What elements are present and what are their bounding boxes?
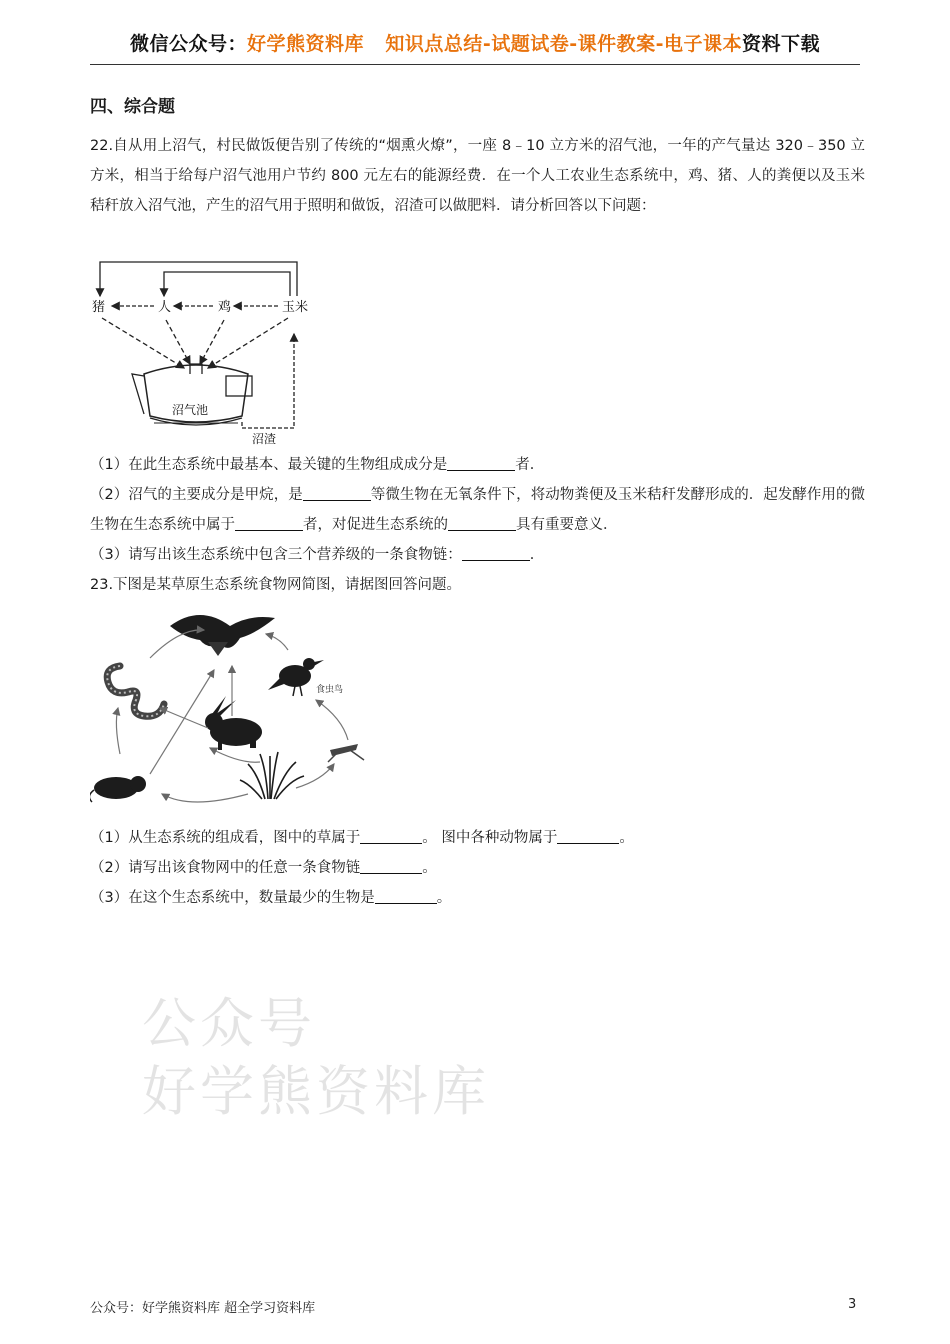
label-pig: 猪 [92,300,106,315]
q22-sub2-text-b: 等微生物在无氧条件下，将动物粪便及玉米秸秆发酵形成的．起发酵作用的微生物在生态系统中属于 [90,487,865,533]
q23-sub2-text-b: 。 [422,860,437,876]
q22-sub1-text-a: （1）在此生态系统中最基本、最关键的生物组成成分是 [90,457,448,473]
watermark-line-1: 公众号 [142,992,316,1055]
q23-sub1-answer-blank-2[interactable] [557,827,619,844]
q22-sub2-answer-blank-1[interactable] [303,484,371,501]
q22-sub3-answer-blank[interactable] [462,544,530,561]
q23-sub1-answer-blank-1[interactable] [360,827,422,844]
q22-sub2-text-a: （2）沼气的主要成分是甲烷，是 [90,487,303,503]
label-human: 人 [158,300,172,315]
q23-sub2-text-a: （2）请写出该食物网中的任意一条食物链 [90,860,361,876]
q22-biogas-diagram [92,256,317,446]
label-corn: 玉米 [282,300,309,315]
q23-sub3 [90,883,865,913]
q22-sub3-text-a: （3）请写出该生态系统中包含三个营养级的一条食物链： [90,547,462,563]
q23-sub3-answer-blank[interactable] [375,887,437,904]
header-prefix: 微信公众号： [129,33,247,55]
q22-sub3 [90,540,865,570]
section-title: 四、综合题 [90,97,175,117]
q23-food-web-figure [90,604,395,814]
header-brand: 好学熊资料库 [246,33,364,55]
footer-text: 公众号：好学熊资料库 超全学习资料库 [90,1301,316,1316]
page-header [90,30,860,58]
q22-sub2 [90,480,865,540]
q22-sub3-text-b: ． [529,547,545,563]
q23-sub1 [90,823,865,853]
q22-sub2-text-d: 具有重要意义． [516,517,618,533]
q22-sub1-text-b: 者． [515,457,545,473]
label-tank: 沼气池 [172,403,209,417]
watermark [142,990,490,1126]
q23-stem: 23.下图是某草原生态系统食物网简图，请据图回答问题。 [90,577,462,593]
q22-sub2-answer-blank-2[interactable] [235,514,303,531]
q23-sub1-text-a: （1）从生态系统的组成看，图中的草属于 [90,830,361,846]
q23-sub1-text-b: 。 图中各种动物属于 [422,830,558,846]
q23-sub2 [90,853,865,883]
header-suffix: 资料下载 [742,33,821,55]
q23-sub3-text-b: 。 [436,890,452,906]
header-tagline: 知识点总结-试题试卷-课件教案-电子课本 [385,33,743,55]
label-chicken: 鸡 [218,300,232,315]
label-residue: 沼渣 [252,432,277,446]
q22-sub1 [90,450,865,480]
q22-sub1-answer-blank[interactable] [447,454,515,471]
q22-sub2-answer-blank-3[interactable] [448,514,516,531]
q23-sub1-text-c: 。 [619,830,634,846]
page-number: 3 [848,1297,857,1312]
q22-stem: 22.自从用上沼气，村民做饭便告别了传统的“烟熏火燎”，一座 8﹣10 立方米的沼气池，一年的产气量达 320﹣350 立方米，相当于给每户沼气池用户节约 800 元左右的能源经费．在一个人工农业生态系统中，鸡、猪、人的粪便以及玉米秸秆放入沼气池，产生的沼气用于照明和做饭，沼渣可以做肥料．请分析回答以下问题： [90,138,865,214]
q23-sub3-text-a: （3）在这个生态系统中，数量最少的生物是 [90,890,375,906]
q22-sub2-text-c: 者，对促进生态系统的 [303,517,448,533]
header-divider [90,64,860,65]
label-insectivorous-bird: 食虫鸟 [316,685,344,695]
q23-sub2-answer-blank[interactable] [360,857,422,874]
watermark-line-2: 好学熊资料库 [142,1060,490,1123]
